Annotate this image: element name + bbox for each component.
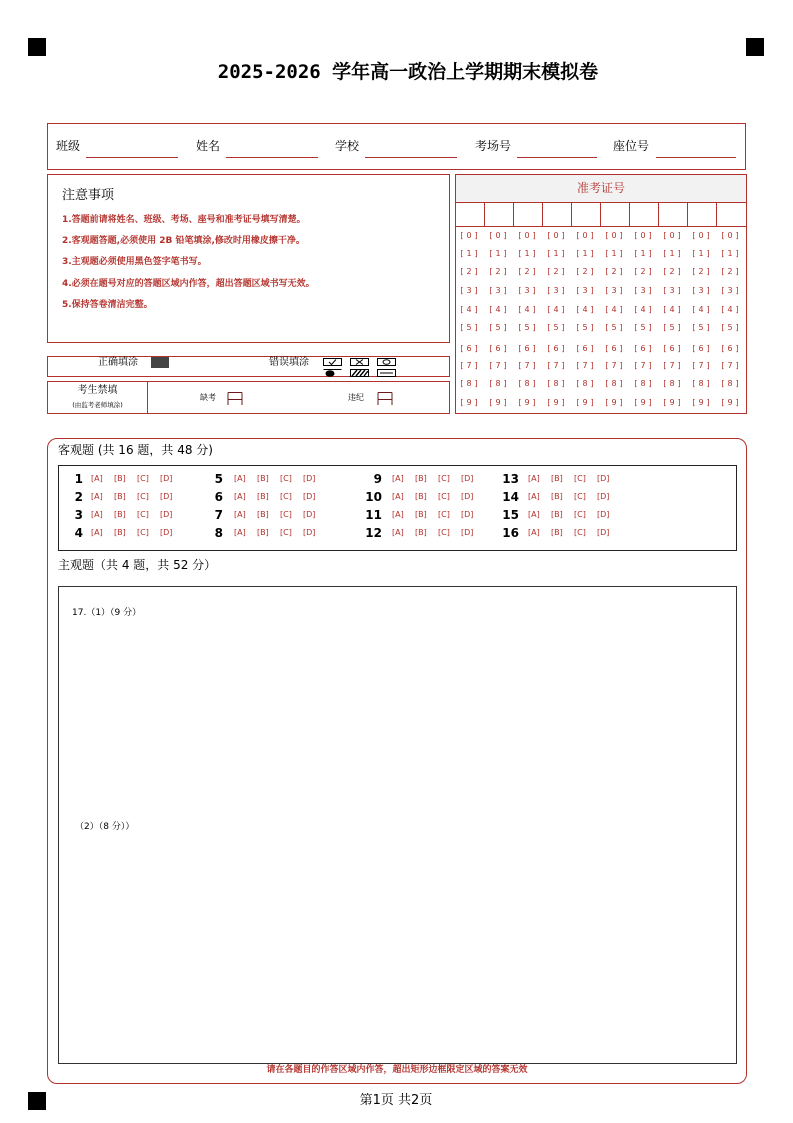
question-number: 12	[365, 526, 382, 540]
admission-digit-bubble: [8]	[460, 379, 481, 388]
answer-option-bubble: [B]	[114, 474, 126, 483]
admission-digit-bubble: [1]	[634, 249, 655, 258]
question-number: 10	[365, 490, 382, 504]
admission-digit-bubble: [3]	[547, 286, 568, 295]
admission-digit-bubble: [9]	[663, 398, 684, 407]
admission-digit-bubble: [0]	[605, 231, 626, 240]
admission-digit-bubble: [1]	[663, 249, 684, 258]
admission-digit-bubble: [8]	[518, 379, 539, 388]
answer-option-bubble: [A]	[528, 474, 540, 483]
admission-digit-bubble: [0]	[489, 231, 510, 240]
admission-digit-row	[456, 379, 746, 389]
admission-digit-bubble: [8]	[634, 379, 655, 388]
admission-digit-bubble: [2]	[547, 267, 568, 276]
answer-option-bubble: [C]	[137, 528, 149, 537]
violation-label: 违纪	[348, 393, 364, 402]
admission-digit-bubble: [5]	[518, 323, 539, 332]
admission-digit-bubble: [2]	[692, 267, 713, 276]
question-number: 11	[365, 508, 382, 522]
page-title: 2025-2026 学年高一政治上学期期末模拟卷	[217, 61, 599, 83]
admission-digit-bubble: [1]	[721, 249, 742, 258]
answer-option-bubble: [C]	[280, 510, 292, 519]
admission-digit-bubble: [2]	[721, 267, 742, 276]
class-label: 班级	[56, 139, 81, 153]
admission-number-write-box	[601, 203, 630, 226]
admission-digit-bubble: [7]	[692, 361, 713, 370]
answer-option-bubble: [D]	[303, 492, 316, 501]
cross-mark-icon	[350, 358, 369, 366]
admission-digit-bubble: [3]	[576, 286, 597, 295]
note-item: 4.必须在题号对应的答题区域内作答，超出答题区域书写无效。	[62, 279, 315, 289]
question-17-part-2: （2）（8 分））	[75, 822, 135, 832]
admission-digit-bubble: [4]	[663, 305, 684, 314]
name-label: 姓名	[196, 139, 221, 153]
answer-option-bubble: [B]	[551, 492, 563, 501]
admission-digit-bubble: [7]	[605, 361, 626, 370]
admission-digit-bubble: [6]	[692, 344, 713, 353]
note-item: 5.保持答卷清洁完整。	[62, 300, 153, 310]
answer-option-bubble: [D]	[303, 528, 316, 537]
admission-digit-bubble: [1]	[489, 249, 510, 258]
proctor-label: 考生禁填	[77, 385, 118, 396]
admission-number-write-box	[514, 203, 543, 226]
answer-option-bubble: [D]	[461, 474, 474, 483]
question-number: 4	[74, 526, 83, 540]
admission-digit-bubble: [4]	[489, 305, 510, 314]
subjective-answer-area	[58, 586, 737, 1064]
registration-mark-top-left	[28, 38, 46, 56]
answer-option-bubble: [D]	[461, 492, 474, 501]
answer-option-bubble: [B]	[415, 492, 427, 501]
answer-option-bubble: [C]	[574, 528, 586, 537]
answer-option-bubble: [D]	[597, 528, 610, 537]
answer-area-warning: 请在各题目的作答区域内作答，超出矩形边框限定区域的答案无效	[266, 1065, 528, 1075]
admission-digit-bubble: [5]	[605, 323, 626, 332]
admission-digit-bubble: [6]	[605, 344, 626, 353]
admission-digit-bubble: [0]	[663, 231, 684, 240]
admission-digit-bubble: [4]	[576, 305, 597, 314]
admission-digit-bubble: [3]	[460, 286, 481, 295]
answer-option-bubble: [B]	[257, 474, 269, 483]
answer-option-bubble: [D]	[461, 510, 474, 519]
answer-option-bubble: [C]	[438, 510, 450, 519]
answer-option-bubble: [B]	[114, 528, 126, 537]
admission-number-write-row	[456, 203, 746, 227]
admission-digit-bubble: [6]	[460, 344, 481, 353]
admission-digit-bubble: [8]	[663, 379, 684, 388]
question-number: 7	[214, 508, 223, 522]
answer-option-bubble: [C]	[574, 492, 586, 501]
admission-number-write-box	[543, 203, 572, 226]
answer-option-bubble: [D]	[160, 510, 173, 519]
admission-digit-bubble: [4]	[518, 305, 539, 314]
question-number: 6	[214, 490, 223, 504]
question-number: 15	[502, 508, 519, 522]
admission-digit-bubble: [9]	[547, 398, 568, 407]
answer-option-bubble: [C]	[438, 528, 450, 537]
admission-digit-bubble: [3]	[634, 286, 655, 295]
answer-option-bubble: [B]	[114, 492, 126, 501]
admission-digit-bubble: [3]	[518, 286, 539, 295]
answer-option-bubble: [D]	[303, 510, 316, 519]
school-label: 学校	[335, 139, 360, 153]
admission-digit-bubble: [5]	[489, 323, 510, 332]
admission-digit-bubble: [1]	[605, 249, 626, 258]
admission-digit-bubble: [4]	[605, 305, 626, 314]
admission-number-write-box	[485, 203, 514, 226]
answer-option-bubble: [A]	[91, 528, 103, 537]
answer-option-bubble: [C]	[137, 510, 149, 519]
answer-option-bubble: [B]	[551, 474, 563, 483]
admission-digit-bubble: [7]	[460, 361, 481, 370]
subjective-heading: 主观题（共 4 题，共 52 分）	[58, 558, 217, 572]
answer-option-bubble: [D]	[597, 492, 610, 501]
answer-option-bubble: [C]	[438, 474, 450, 483]
answer-option-bubble: [A]	[392, 510, 404, 519]
question-number: 8	[214, 526, 223, 540]
admission-digit-bubble: [9]	[721, 398, 742, 407]
answer-option-bubble: [B]	[257, 510, 269, 519]
admission-digit-bubble: [7]	[518, 361, 539, 370]
fill-example-box	[47, 356, 450, 377]
answer-option-bubble: [D]	[160, 492, 173, 501]
question-17-part-1: 17.（1）（9 分）	[72, 608, 142, 618]
objective-heading: 客观题 (共 16 题，共 48 分)	[58, 443, 213, 457]
answer-option-bubble: [C]	[574, 474, 586, 483]
answer-option-bubble: [A]	[528, 510, 540, 519]
name-blank	[226, 157, 318, 158]
admission-digit-row	[456, 305, 746, 315]
admission-digit-bubble: [7]	[663, 361, 684, 370]
check-mark-icon	[323, 358, 342, 366]
admission-digit-bubble: [9]	[576, 398, 597, 407]
admission-digit-bubble: [2]	[605, 267, 626, 276]
proctor-sublabel: (由监考老师填涂)	[72, 401, 123, 409]
circle-mark-icon	[377, 358, 396, 366]
admission-digit-bubble: [5]	[547, 323, 568, 332]
admission-digit-row	[456, 267, 746, 277]
answer-option-bubble: [A]	[392, 492, 404, 501]
answer-option-bubble: [B]	[257, 528, 269, 537]
seat-blank	[656, 157, 736, 158]
question-number: 9	[373, 472, 382, 486]
admission-digit-bubble: [1]	[460, 249, 481, 258]
admission-digit-bubble: [9]	[518, 398, 539, 407]
correct-fill-sample-icon	[151, 357, 169, 368]
admission-digit-bubble: [9]	[605, 398, 626, 407]
registration-mark-bottom-left	[28, 1092, 46, 1110]
answer-option-bubble: [C]	[280, 474, 292, 483]
admission-digit-bubble: [7]	[489, 361, 510, 370]
admission-digit-bubble: [3]	[663, 286, 684, 295]
answer-option-bubble: [B]	[415, 528, 427, 537]
admission-digit-bubble: [0]	[634, 231, 655, 240]
admission-digit-bubble: [5]	[634, 323, 655, 332]
answer-option-bubble: [A]	[234, 510, 246, 519]
admission-digit-bubble: [4]	[721, 305, 742, 314]
admission-number-write-box	[688, 203, 717, 226]
admission-digit-bubble: [7]	[576, 361, 597, 370]
admission-digit-bubble: [4]	[692, 305, 713, 314]
school-blank	[365, 157, 457, 158]
admission-digit-bubble: [3]	[692, 286, 713, 295]
question-number: 1	[74, 472, 83, 486]
answer-option-bubble: [A]	[392, 474, 404, 483]
question-number: 13	[502, 472, 519, 486]
admission-digit-bubble: [7]	[547, 361, 568, 370]
admission-number-box	[455, 174, 747, 414]
notes-box	[47, 174, 450, 343]
answer-option-bubble: [A]	[91, 474, 103, 483]
admission-digit-bubble: [3]	[721, 286, 742, 295]
dot-mark-icon	[323, 369, 342, 377]
notes-heading: 注意事项	[62, 188, 115, 203]
answer-option-bubble: [D]	[461, 528, 474, 537]
answer-option-bubble: [A]	[528, 528, 540, 537]
admission-digit-bubble: [6]	[634, 344, 655, 353]
admission-digit-bubble: [4]	[634, 305, 655, 314]
answer-option-bubble: [D]	[160, 528, 173, 537]
admission-number-write-box	[659, 203, 688, 226]
student-info-box	[47, 123, 746, 170]
admission-digit-bubble: [0]	[518, 231, 539, 240]
admission-digit-bubble: [8]	[489, 379, 510, 388]
admission-digit-bubble: [9]	[489, 398, 510, 407]
exam-room-label: 考场号	[475, 139, 512, 153]
admission-digit-row	[456, 398, 746, 408]
answer-option-bubble: [D]	[303, 474, 316, 483]
admission-digit-bubble: [6]	[489, 344, 510, 353]
admission-digit-bubble: [8]	[576, 379, 597, 388]
answer-option-bubble: [A]	[91, 492, 103, 501]
answer-option-bubble: [C]	[137, 474, 149, 483]
admission-digit-bubble: [1]	[692, 249, 713, 258]
admission-digit-bubble: [0]	[576, 231, 597, 240]
answer-option-bubble: [C]	[280, 528, 292, 537]
note-item: 2.客观题答题,必须使用 2B 铅笔填涂,修改时用橡皮擦干净。	[62, 236, 305, 246]
answer-option-bubble: [A]	[392, 528, 404, 537]
admission-digit-bubble: [2]	[663, 267, 684, 276]
exam-room-blank	[517, 157, 597, 158]
answer-option-bubble: [B]	[415, 510, 427, 519]
admission-digit-bubble: [6]	[547, 344, 568, 353]
correct-fill-label: 正确填涂	[98, 357, 138, 368]
answer-option-bubble: [B]	[114, 510, 126, 519]
hatch-mark-icon	[350, 369, 369, 377]
page-number: 第1页 共2页	[359, 1093, 433, 1108]
violation-fill-box-icon	[376, 391, 394, 406]
admission-digit-bubble: [7]	[721, 361, 742, 370]
admission-digit-bubble: [8]	[692, 379, 713, 388]
answer-option-bubble: [B]	[551, 528, 563, 537]
admission-digit-bubble: [0]	[721, 231, 742, 240]
admission-digit-bubble: [5]	[460, 323, 481, 332]
admission-digit-bubble: [2]	[489, 267, 510, 276]
admission-digit-bubble: [8]	[721, 379, 742, 388]
admission-digit-row	[456, 344, 746, 354]
admission-digit-bubble: [0]	[460, 231, 481, 240]
answer-section-box	[47, 438, 747, 1084]
answer-option-bubble: [B]	[257, 492, 269, 501]
question-number: 16	[502, 526, 519, 540]
objective-answer-grid	[58, 465, 737, 551]
admission-number-write-box	[717, 203, 746, 226]
answer-option-bubble: [D]	[597, 510, 610, 519]
admission-digit-bubble: [5]	[576, 323, 597, 332]
wrong-fill-label: 错误填涂	[269, 357, 309, 368]
admission-digit-bubble: [1]	[576, 249, 597, 258]
admission-digit-bubble: [0]	[692, 231, 713, 240]
admission-digit-bubble: [1]	[547, 249, 568, 258]
admission-digit-bubble: [2]	[634, 267, 655, 276]
registration-mark-top-right	[746, 38, 764, 56]
note-item: 3.主观题必须使用黑色签字笔书写。	[62, 257, 207, 267]
answer-option-bubble: [C]	[438, 492, 450, 501]
proctor-label-cell	[48, 382, 148, 413]
question-number: 5	[214, 472, 223, 486]
admission-digit-bubble: [3]	[489, 286, 510, 295]
admission-digit-bubble: [3]	[605, 286, 626, 295]
admission-digit-bubble: [2]	[460, 267, 481, 276]
admission-digit-bubble: [6]	[576, 344, 597, 353]
answer-option-bubble: [D]	[597, 474, 610, 483]
admission-digit-bubble: [5]	[692, 323, 713, 332]
answer-option-bubble: [C]	[137, 492, 149, 501]
answer-option-bubble: [C]	[574, 510, 586, 519]
answer-option-bubble: [B]	[551, 510, 563, 519]
admission-digit-bubble: [6]	[518, 344, 539, 353]
admission-digit-row	[456, 231, 746, 241]
answer-option-bubble: [D]	[160, 474, 173, 483]
answer-option-bubble: [B]	[415, 474, 427, 483]
seat-label: 座位号	[613, 139, 650, 153]
answer-option-bubble: [A]	[528, 492, 540, 501]
answer-option-bubble: [C]	[280, 492, 292, 501]
admission-digit-bubble: [8]	[605, 379, 626, 388]
dash-mark-icon	[377, 369, 396, 377]
answer-option-bubble: [A]	[234, 492, 246, 501]
note-item: 1.答题前请将姓名、班级、考场、座号和准考证号填写清楚。	[62, 215, 306, 225]
admission-number-write-box	[456, 203, 485, 226]
admission-number-heading: 准考证号	[456, 175, 746, 203]
admission-digit-bubble: [4]	[460, 305, 481, 314]
admission-digit-bubble: [8]	[547, 379, 568, 388]
answer-option-bubble: [A]	[234, 474, 246, 483]
admission-digit-bubble: [4]	[547, 305, 568, 314]
class-blank	[86, 157, 178, 158]
admission-digit-bubble: [6]	[663, 344, 684, 353]
admission-digit-row	[456, 249, 746, 259]
admission-number-write-box	[572, 203, 601, 226]
admission-digit-bubble: [9]	[634, 398, 655, 407]
absent-fill-box-icon	[226, 391, 244, 406]
admission-digit-bubble: [6]	[721, 344, 742, 353]
admission-digit-bubble: [1]	[518, 249, 539, 258]
admission-digit-bubble: [0]	[547, 231, 568, 240]
admission-digit-bubble: [5]	[721, 323, 742, 332]
admission-digit-bubble: [9]	[692, 398, 713, 407]
admission-digit-row	[456, 361, 746, 371]
admission-digit-bubble: [2]	[518, 267, 539, 276]
answer-option-bubble: [A]	[234, 528, 246, 537]
admission-number-write-box	[630, 203, 659, 226]
answer-option-bubble: [A]	[91, 510, 103, 519]
admission-digit-row	[456, 323, 746, 333]
proctor-box	[47, 381, 450, 414]
question-number: 3	[74, 508, 83, 522]
admission-digit-row	[456, 286, 746, 296]
question-number: 14	[502, 490, 519, 504]
admission-digit-bubble: [5]	[663, 323, 684, 332]
absent-label: 缺考	[200, 393, 216, 402]
admission-digit-bubble: [9]	[460, 398, 481, 407]
admission-digit-bubble: [2]	[576, 267, 597, 276]
question-number: 2	[74, 490, 83, 504]
admission-digit-bubble: [7]	[634, 361, 655, 370]
